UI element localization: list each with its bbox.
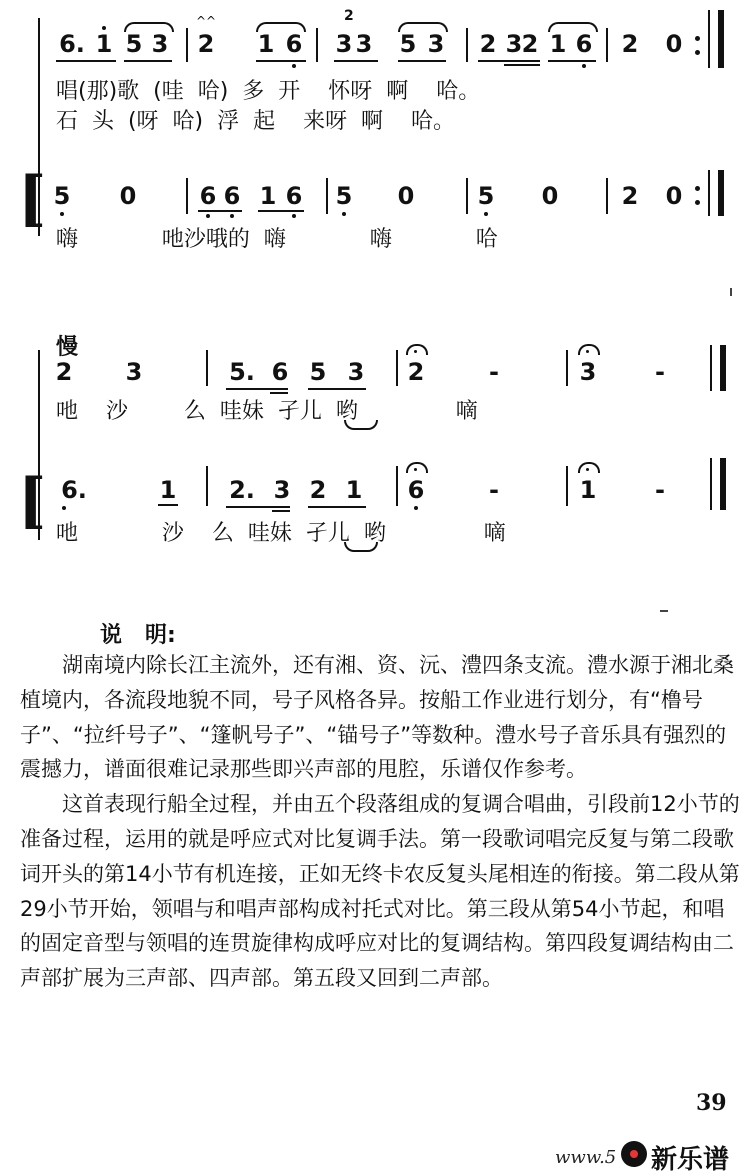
note: 3: [347, 358, 365, 386]
note: 6: [407, 476, 425, 504]
final-barline: [720, 345, 726, 391]
barline: [396, 350, 398, 386]
stray-mark: [660, 610, 668, 612]
tie: [124, 22, 174, 32]
tempo-marking: 慢: [56, 335, 79, 360]
underline: [270, 392, 288, 394]
note: 3: [151, 30, 169, 58]
underline: [334, 60, 378, 62]
note: 1: [95, 30, 113, 58]
fermata-icon: [578, 344, 600, 355]
repeat-barline: [718, 10, 724, 68]
underline: [258, 210, 304, 212]
repeat-dot: [695, 50, 700, 55]
page-number: 39: [696, 1090, 727, 1116]
note: 1: [579, 476, 597, 504]
note: -: [489, 358, 499, 386]
ornament-icon: ^^: [196, 14, 217, 28]
note: 6: [223, 182, 241, 210]
note: 0: [665, 182, 683, 210]
note: 5: [335, 182, 353, 210]
fermata-icon: [578, 462, 600, 473]
underline: [226, 506, 290, 508]
dot: [102, 26, 106, 30]
underline: [256, 60, 306, 62]
note: 5: [125, 30, 143, 58]
repeat-barline: [708, 170, 710, 216]
note: 2: [309, 476, 327, 504]
note: -: [655, 358, 665, 386]
tie: [398, 22, 448, 32]
barline: [566, 350, 568, 386]
watermark-url: www.5: [555, 1147, 617, 1168]
repeat-dot: [695, 186, 700, 191]
note: 3: [273, 476, 291, 504]
note: 3: [125, 358, 143, 386]
note: 2: [407, 358, 425, 386]
dot: [484, 212, 488, 216]
final-barline: [710, 345, 712, 391]
repeat-dot: [695, 200, 700, 205]
note: 2: [621, 182, 639, 210]
underline: [158, 504, 178, 506]
lyrics-verse-2: 石 头 (呀 哈) 浮 起 来呀 啊 哈。: [56, 109, 456, 134]
lyrics-lead: 吔 沙 么 哇妹 孑儿 哟 嘀: [56, 399, 478, 424]
note: 2.: [229, 476, 255, 504]
dot: [292, 64, 296, 68]
dot: [62, 506, 66, 510]
note: 2: [197, 30, 215, 58]
repeat-barline: [708, 10, 710, 68]
note: 3: [335, 30, 353, 58]
dot: [342, 212, 346, 216]
barline: [316, 28, 318, 62]
note: 1: [159, 476, 177, 504]
note: -: [655, 476, 665, 504]
explanation-body: [20, 648, 740, 996]
note: 0: [397, 182, 415, 210]
note: 2: [55, 358, 73, 386]
fermata-icon: [406, 344, 428, 355]
note: 2: [479, 30, 497, 58]
barline: [186, 28, 188, 62]
note: 3: [355, 30, 373, 58]
barline: [466, 28, 468, 62]
underline: [198, 210, 242, 212]
barline: [606, 28, 608, 62]
barline: [206, 350, 208, 386]
underline: [478, 60, 540, 62]
barline: [566, 466, 568, 506]
note: 3: [505, 30, 523, 58]
tie: [344, 420, 378, 430]
barline: [606, 178, 608, 214]
note: 0: [665, 30, 683, 58]
watermark-brand: 新乐谱: [651, 1145, 730, 1175]
note: 0: [119, 182, 137, 210]
underline: [548, 60, 596, 62]
grace-note: 2: [344, 8, 354, 24]
note: 5.: [229, 358, 255, 386]
note: 6: [199, 182, 217, 210]
dot: [414, 506, 418, 510]
logo-disc-icon: [621, 1141, 647, 1167]
tie: [344, 542, 378, 552]
note: 6.: [59, 30, 85, 58]
note: 6: [575, 30, 593, 58]
explanation-paragraph-2: 这首表现行船全过程，并由五个段落组成的复调合唱曲，引段前12小节的准备过程，运用的就是呼应式对比复调手法。第一段歌词唱完反复与第二段歌词开头的第14小节有机连接，正如无终卡农反复头尾相连的衔接。第二段从第29小节开始，领唱与和唱声部构成衬托式对比。第三段从第54小节起，和唱的固定音型与领唱的连贯旋律构成呼应对比的复调结构。第四段复调结构由二声部扩展为三声部、四声部。第五段又回到二声部。: [20, 792, 740, 991]
note: 6: [271, 358, 289, 386]
note: 6: [285, 182, 303, 210]
watermark[interactable]: [555, 1135, 750, 1175]
repeat-dot: [695, 36, 700, 41]
barline: [326, 178, 328, 214]
underline: [504, 64, 540, 66]
note: 3: [427, 30, 445, 58]
note: 5: [399, 30, 417, 58]
barline: [466, 178, 468, 214]
explanation-heading: 说 明:: [100, 623, 176, 648]
barline: [396, 466, 398, 506]
note: 1: [345, 476, 363, 504]
repeat-barline: [718, 170, 724, 216]
underline: [308, 388, 366, 390]
dot: [206, 214, 210, 218]
note: 5: [53, 182, 71, 210]
stray-mark: [730, 288, 732, 296]
note: 2: [621, 30, 639, 58]
tie: [548, 22, 598, 32]
note: 6: [285, 30, 303, 58]
barline: [186, 178, 188, 214]
underline: [308, 506, 366, 508]
note: 1: [549, 30, 567, 58]
lyrics-verse-1: 唱(那)歌 (哇 哈) 多 开 怀呀 啊 哈。: [56, 79, 481, 104]
note: -: [489, 476, 499, 504]
underline: [226, 388, 288, 390]
system-brace: [: [18, 164, 47, 234]
note: 2: [521, 30, 539, 58]
dot: [292, 214, 296, 218]
final-barline: [710, 458, 712, 510]
underline: [398, 60, 446, 62]
note: 1: [259, 182, 277, 210]
lyrics-chorus: 吔 沙 么 哇妹 孑儿 哟 嘀: [56, 521, 506, 546]
dot: [60, 212, 64, 216]
system-brace: [: [18, 466, 47, 536]
note: 1: [257, 30, 275, 58]
dot: [230, 214, 234, 218]
note: 5: [477, 182, 495, 210]
note: 5: [309, 358, 327, 386]
tie: [256, 22, 306, 32]
note: 6.: [61, 476, 87, 504]
final-barline: [720, 458, 726, 510]
underline: [124, 60, 172, 62]
underline: [272, 510, 290, 512]
lyrics-harmony: 嗨 吔沙哦的 嗨 嗨 哈: [56, 227, 498, 252]
dot: [582, 64, 586, 68]
note: 0: [541, 182, 559, 210]
note: 3: [579, 358, 597, 386]
fermata-icon: [406, 462, 428, 473]
barline: [206, 466, 208, 506]
underline: [56, 60, 116, 62]
explanation-paragraph-1: 湖南境内除长江主流外，还有湘、资、沅、澧四条支流。澧水源于湘北桑植境内，各流段地貌不同，号子风格各异。按船工作业进行划分，有“橹号子”、“拉纤号子”、“篷帆号子”、“锚号子”等数种。澧水号子音乐具有强烈的震撼力，谱面很难记录那些即兴声部的甩腔，乐谱仅作参考。: [20, 653, 734, 782]
